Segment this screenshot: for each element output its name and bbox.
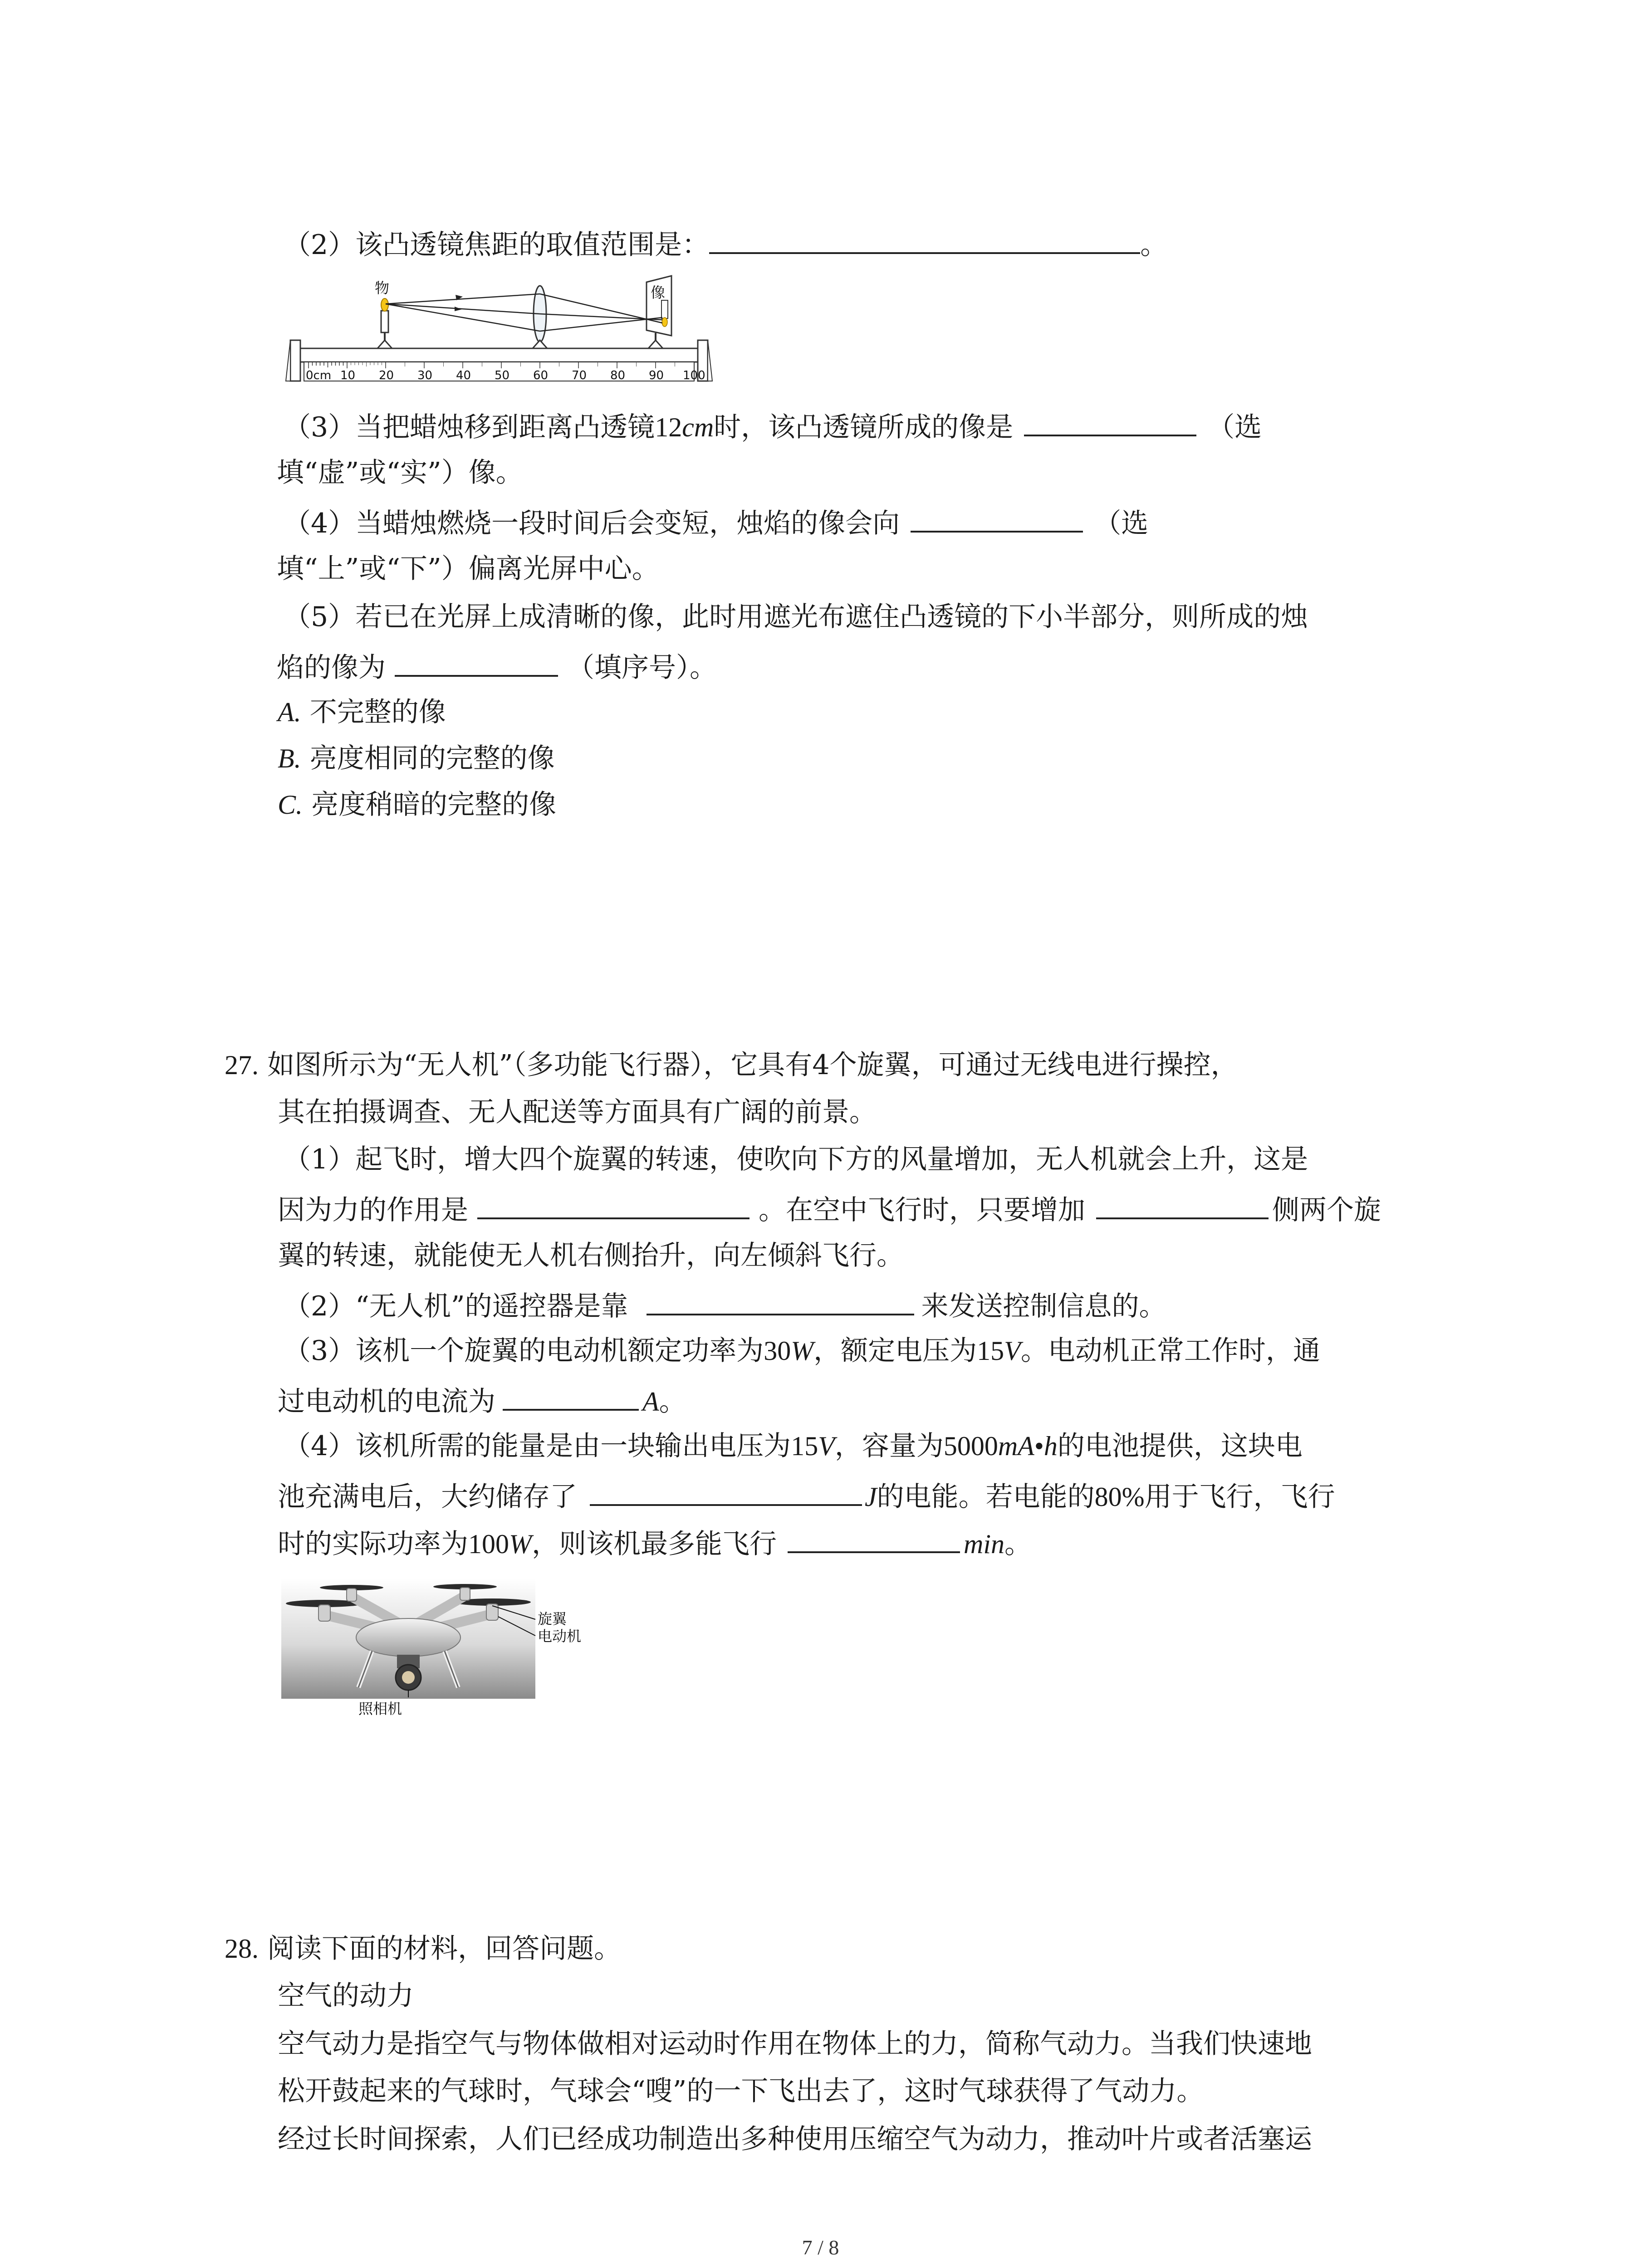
q28-para2-line1: 经过长时间探索，人们已经成功制造出多种使用压缩空气为动力，推动叶片或者活塞运 [278,2123,1312,2155]
q26-part3-line2: 填“虚”或“实”）像。 [277,457,523,489]
q27-part1-line2: 因为力的作用是 。在空中飞行时，只要增加 侧两个旋 [278,1189,1381,1228]
scale-label-10: 10 [340,369,356,382]
q27-part1-line1: （1）起飞时，增大四个旋翼的转速，使吹向下方的风量增加，无人机就会上升，这是 [284,1144,1308,1175]
q27-stem-line2: 其在拍摄调查、无人配送等方面具有广阔的前景。 [278,1096,877,1128]
candle [377,298,392,348]
q26-option-c[interactable]: C. 亮度稍暗的完整的像 [278,789,557,821]
scale-label-30: 30 [417,369,433,382]
q27-part4-blank2[interactable] [788,1523,960,1553]
scale-label-80: 80 [610,369,626,382]
q28-number: 28. [225,1934,259,1964]
q28-para1-line1: 空气动力是指空气与物体做相对运动时作用在物体上的力，简称气动力。当我们快速地 [278,2028,1312,2060]
bench-rail [299,348,699,362]
q27-part1-blank1[interactable] [477,1189,749,1219]
scale-label-0: 0cm [306,369,332,382]
label-rotor: 旋翼 [538,1610,567,1628]
q28-stem: 28. 阅读下面的材料，回答问题。 [225,1933,622,1965]
scale-label-20: 20 [379,369,394,382]
q26-part3: （3）当把蜡烛移到距离凸透镜12cm时，该凸透镜所成的像是 （选 [284,406,1262,445]
page-number: 7 / 8 [802,2236,839,2259]
q27-part1-blank2[interactable] [1096,1189,1269,1219]
q28-passage-title: 空气的动力 [278,1980,414,2012]
q26-part5-line2: 焰的像为 （填序号）。 [277,647,717,686]
scale-label-40: 40 [456,369,471,382]
q27-part3-line2: 过电动机的电流为 A。 [278,1381,686,1420]
scale-label-100: 100 [683,369,705,382]
q26-part4: （4）当蜡烛燃烧一段时间后会变短，烛焰的像会向 （选 [284,503,1148,542]
q27-part3-line1: （3）该机一个旋翼的电动机额定功率为30W，额定电压为15V。电动机正常工作时，通 [284,1335,1320,1367]
q26-part4-line2: 填“上”或“下”）偏离光屏中心。 [277,553,659,585]
object-label: 物 [375,279,390,297]
q27-part4-line2: 池充满电后，大约储存了 J的电能。若电能的80%用于飞行，飞行 [278,1476,1335,1515]
q26-part3-blank[interactable] [1024,406,1196,436]
label-camera: 照相机 [358,1700,402,1717]
q27-part4-blank1[interactable] [590,1476,862,1506]
optical-bench-figure [272,272,726,399]
q26-part2-text: （2）该凸透镜焦距的取值范围是： [284,229,710,261]
scale-label-60: 60 [533,369,549,382]
q26-part2-blank[interactable] [709,224,1140,254]
q26-part2: （2）该凸透镜焦距的取值范围是： 。 [284,224,1167,263]
q27-part4-line3: 时的实际功率为100W，则该机最多能飞行 min。 [278,1523,1032,1562]
q27-stem-line1: 27. 如图所示为“无人机”（多功能飞行器），它具有4个旋翼，可通过无线电进行操控， [225,1049,1238,1081]
q26-part4-blank[interactable] [911,503,1083,533]
scale-label-50: 50 [495,369,510,382]
q27-part2-blank[interactable] [647,1286,914,1315]
camera [396,1655,421,1690]
scale-label-90: 90 [649,369,664,382]
q27-part4-line1: （4）该机所需的能量是由一块输出电压为15V，容量为5000mA•h的电池提供，这块电 [284,1430,1303,1462]
scale-label-70: 70 [572,369,587,382]
drone-figure [281,1579,599,1733]
q27-number: 27. [225,1050,259,1080]
q26-option-a[interactable]: A. 不完整的像 [278,696,446,728]
q28-para1-line2: 松开鼓起来的气球时，气球会“嗖”的一下飞出去了，这时气球获得了气动力。 [278,2075,1204,2107]
q26-part5-blank[interactable] [395,647,558,677]
q27-part1-line3: 翼的转速，就能使无人机右侧抬升，向左倾斜飞行。 [278,1240,904,1271]
q27-part2: （2）“无人机”的遥控器是靠 来发送控制信息的。 [284,1286,1166,1325]
image-label: 像 [651,284,666,301]
q26-part5-line1: （5）若已在光屏上成清晰的像，此时用遮光布遮住凸透镜的下小半部分，则所成的烛 [284,601,1308,633]
q27-part3-blank[interactable] [503,1381,639,1411]
label-motor: 电动机 [538,1628,582,1645]
drone-body [356,1618,460,1657]
q26-option-b[interactable]: B. 亮度相同的完整的像 [278,743,555,774]
